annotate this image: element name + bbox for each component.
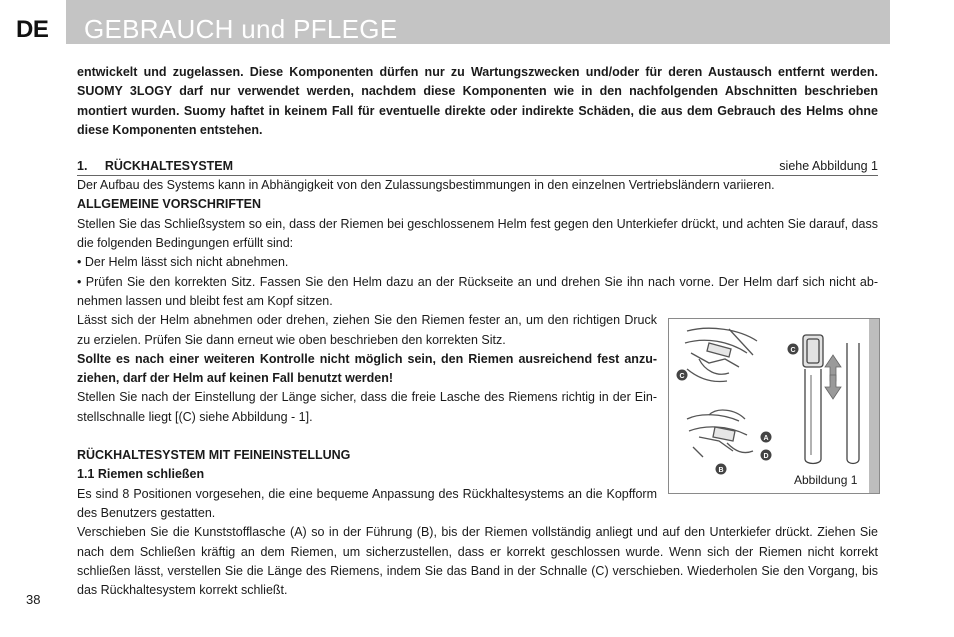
- section-title: RÜCKHALTESYSTEM: [104, 159, 234, 174]
- intro-paragraph: entwickelt und zugelassen. Diese Komponenten dürfen nur zu Wartungszwecken und/oder für deren Austausch entfernt werden. SUOMY 3LOGY darf nur verwendet werden, nachdem diese Komponenten wie in den nachfolgenden Abschnitten beschrieben montiert wurden. Suomy haftet in keinem Fall für eventuelle direkte oder indirekte Schäden, die aus dem Gebrauch des Helms ohne diese Komponenten entstehen.: [77, 65, 878, 137]
- page-number: 38: [26, 592, 41, 607]
- page-title: GEBRAUCH und PFLEGE: [84, 14, 398, 44]
- paragraph-closing-procedure: Verschieben Sie die Kunststofflasche (A) so in der Führung (B), bis der Riemen vollständig anliegt und auf den Unterkiefer drückt. Ziehen Sie nach dem Schließen kräftig an dem Riemen, um sicherzustellen, dass er korrekt geschlossen wurde. Wenn sich der Riemen nicht korrekt schließen lässt, verstellen Sie die Länge des Riemens, indem Sie das Band in der Schnalle (C) verschieben. Wiederholen Sie den Vorgang, bis das Rückhaltesystem korrekt schließt.: [77, 525, 878, 598]
- section-heading-label: [77, 158, 233, 175]
- section-number: 1.: [77, 159, 88, 174]
- label-a: A: [763, 435, 769, 442]
- paragraph-system-variation: Der Aufbau des Systems kann in Abhängigkeit von den Zulassungsbestimmungen in den einzelnen Vertriebsländern variieren.: [77, 178, 775, 193]
- label-b: B: [718, 467, 724, 474]
- figure-1: [668, 318, 880, 494]
- warning-paragraph: Sollte es nach einer weiteren Kontrolle nicht möglich sein, den Riemen ausreichend fest anzu-ziehen, darf der Helm auf keinen Fall benutzt werden!: [77, 351, 657, 386]
- language-code: DE: [16, 16, 49, 43]
- paragraph-positions: Es sind 8 Positionen vorgesehen, die eine bequeme Anpassung des Rückhaltesystems an die Kopfform des Benutzers gestatten.: [77, 486, 657, 520]
- label-d: D: [763, 453, 769, 460]
- spacer: [77, 140, 878, 158]
- adjust-arrow-icon: [825, 355, 841, 399]
- text-column-narrow: [77, 311, 657, 523]
- subheading-general-rules: ALLGEMEINE VORSCHRIFTEN: [77, 197, 262, 212]
- bullet-item: • Prüfen Sie den korrekten Sitz. Fassen Sie den Helm dazu an der Rückseite an und drehen Sie ihn nach vorne. Der Helm darf sich nicht ab-nehmen lassen und bleibt fest am Kopf sitzen.: [77, 274, 878, 308]
- spacer: [77, 427, 657, 446]
- helmet-detail-top: [685, 328, 757, 381]
- paragraph-closing-adjustment: Stellen Sie das Schließsystem so ein, dass der Riemen bei geschlossenem Helm fest gegen den Unterkiefer drückt, und achten Sie darauf, dass die folgenden Bedingungen erfüllt sind:: [77, 216, 878, 251]
- helmet-detail-bottom: [687, 410, 753, 457]
- section-heading: [77, 158, 878, 176]
- paragraph-tighten-strap: Lässt sich der Helm abnehmen oder drehen, ziehen Sie den Riemen fester an, um den richtigen Druck zu erzielen. Prüfen Sie dann erneut wie oben beschrieben den korrekten Sitz.: [77, 313, 657, 347]
- subheading-close-strap: 1.1 Riemen schließen: [77, 467, 205, 482]
- paragraph-strap-tab: Stellen Sie nach der Einstellung der Länge sicher, dass die freie Lasche des Riemens richtig in der Ein-stellschnalle liegt [(C) siehe Abbildung - 1].: [77, 390, 657, 424]
- strap-illustration: [803, 335, 859, 464]
- label-c-strap: C: [790, 347, 796, 354]
- subheading-fine-adjustment: RÜCKHALTESYSTEM MIT FEINEINSTELLUNG: [77, 448, 351, 463]
- figure-side-strip: [869, 319, 879, 493]
- figure-caption: Abbildung 1: [794, 473, 858, 487]
- figure-reference: siehe Abbildung 1: [779, 159, 878, 174]
- bullet-item: • Der Helm lässt sich nicht abnehmen.: [77, 255, 289, 270]
- label-c: C: [679, 373, 685, 380]
- figure-illustration: [669, 319, 867, 474]
